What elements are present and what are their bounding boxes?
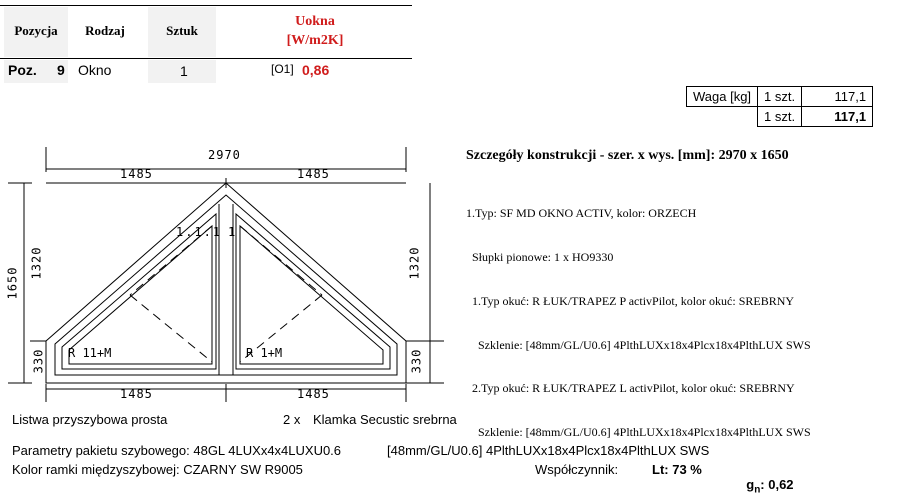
header-bottom-border	[0, 58, 412, 59]
accessory-1: Listwa przyszybowa prosta	[12, 412, 168, 427]
weight-value-1: 117,1	[802, 87, 873, 107]
dim-bottom-left: 1485	[120, 387, 153, 401]
dim-bottom-right: 1485	[297, 387, 330, 401]
accessory-2-qty: 2 x	[283, 412, 301, 427]
weight-unit-2: 1 szt.	[758, 107, 802, 127]
accessory-2: Klamka Secustic srebrna	[313, 412, 457, 427]
weight-label: Waga [kg]	[687, 87, 758, 107]
row-uokna-tag: [O1]	[271, 62, 294, 76]
details-line: Szklenie: [48mm/GL/U0.6] 4PlthLUXx18x4Plcx18x4PlthLUX SWS	[466, 337, 811, 352]
dim-left-total: 1650	[5, 266, 20, 300]
row-uokna-value: 0,86	[302, 62, 330, 78]
dim-left-lower: 330	[31, 348, 46, 374]
row-poz-label: Poz.	[8, 62, 37, 78]
header-pozycja: Pozycja	[14, 23, 58, 38]
header-uokna	[250, 6, 380, 56]
glass-params-label: Parametry pakietu szybowego: 48GL 4LUXx4x4LUXU0.6	[12, 443, 342, 458]
sash-left-glass	[69, 226, 212, 364]
lt-value: Lt: 73 %	[652, 462, 702, 477]
mark-right: 1	[228, 225, 237, 239]
row-rodzaj: Okno	[78, 62, 112, 78]
dim-right-lower: 330	[409, 348, 424, 374]
weight-value-2: 117,1	[802, 107, 873, 127]
details-line: 1.Typ: SF MD OKNO ACTIV, kolor: ORZECH	[466, 206, 697, 221]
weight-unit-1: 1 szt.	[758, 87, 802, 107]
dim-top-total: 2970	[208, 148, 241, 162]
coef-label: Współczynnik:	[535, 462, 619, 477]
window-drawing	[0, 140, 450, 410]
details-line: Szklenie: [48mm/GL/U0.6] 4PlthLUXx18x4Plcx18x4PlthLUX SWS	[466, 425, 811, 440]
details-line: Słupki pionowe: 1 x HO9330	[466, 249, 614, 264]
header-uokna-line2: [W/m2K]	[286, 33, 344, 48]
header-sztuk: Sztuk	[166, 23, 198, 38]
mark-left: 1.1.1	[176, 225, 223, 239]
g-sub: n	[754, 484, 761, 496]
header-uokna-line1: Uokna	[295, 14, 335, 29]
g-value: : 0,62	[760, 477, 794, 492]
weight-table	[686, 86, 873, 127]
glass-params-value: [48mm/GL/U0.6] 4PlthLUXx18x4Plcx18x4PlthLUX SWS	[387, 443, 710, 458]
sash-right-label: R 1+M	[246, 346, 283, 360]
dim-top-left: 1485	[120, 167, 153, 181]
dim-right-upper: 1320	[407, 246, 422, 280]
details-title: Szczegóły konstrukcji - szer. x wys. [mm]: 2970 x 1650	[466, 148, 789, 163]
details-line: 2.Typ okuć: R ŁUK/TRAPEZ L activPilot, kolor okuć: SREBRNY	[466, 381, 795, 396]
details-lines	[466, 177, 811, 454]
sash-left-label: R 11+M	[68, 346, 112, 360]
g-label: g	[746, 477, 755, 492]
row-sztuk: 1	[180, 63, 188, 79]
header-rodzaj: Rodzaj	[85, 23, 125, 38]
spacer-color: Kolor ramki międzyszybowej: CZARNY SW R9005	[12, 462, 303, 477]
details-line: 1.Typ okuć: R ŁUK/TRAPEZ P activPilot, kolor okuć: SREBRNY	[466, 293, 795, 308]
dim-top-right: 1485	[297, 167, 330, 181]
row-poz-number: 9	[57, 62, 65, 78]
g-value-group	[739, 462, 794, 496]
sash-right-glass	[240, 226, 383, 364]
weight-empty	[687, 107, 758, 127]
dim-left-upper: 1320	[29, 246, 44, 280]
